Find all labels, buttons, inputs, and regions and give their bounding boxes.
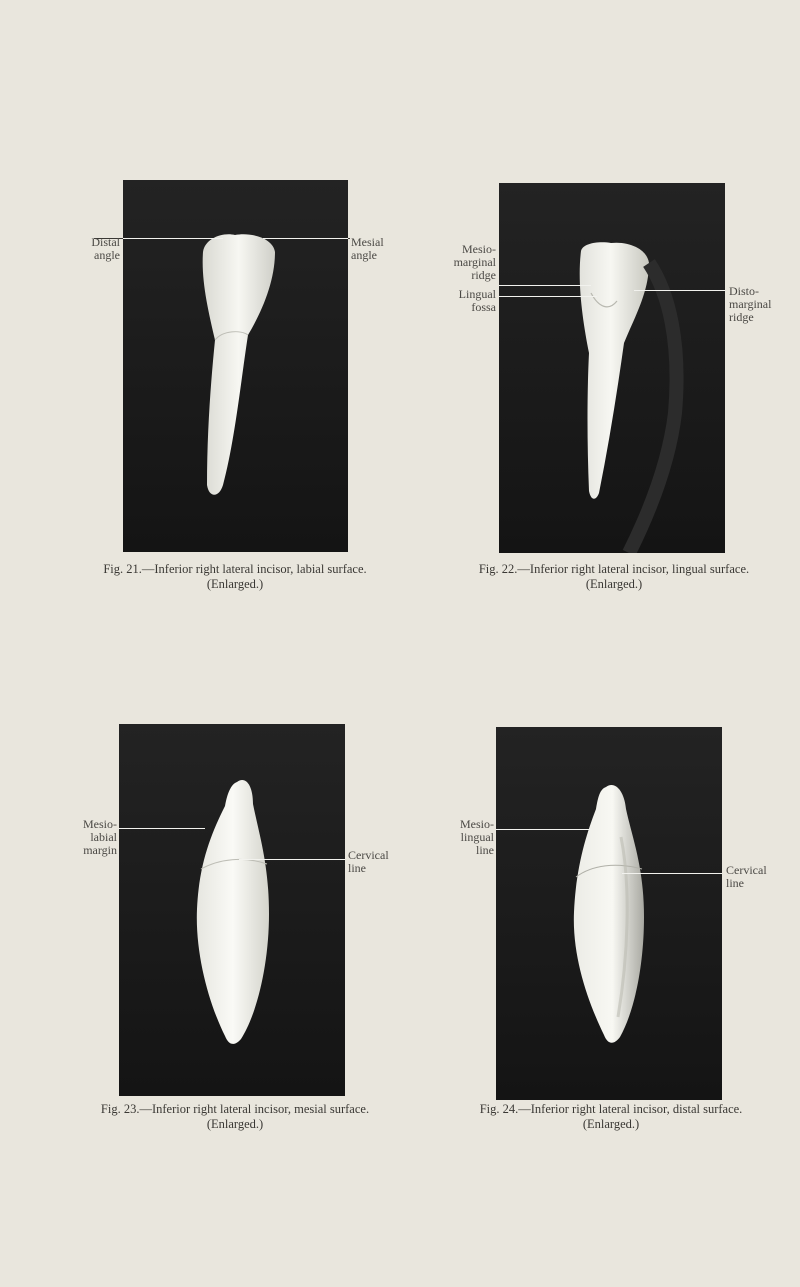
leader-line xyxy=(634,290,725,291)
fig24-photo xyxy=(496,727,722,1100)
leader-line xyxy=(348,238,350,239)
tooth-lingual-image xyxy=(499,183,725,553)
fig22-caption xyxy=(432,562,796,592)
label-disto-marginal-ridge: Disto- marginal ridge xyxy=(729,284,772,324)
label-lingual-fossa: Lingual fossa xyxy=(458,287,496,314)
leader-line xyxy=(496,829,592,830)
tooth-distal-image xyxy=(496,727,722,1100)
tooth-mesial-image xyxy=(119,724,345,1096)
label-cervical-line: Cervical line xyxy=(348,848,389,875)
leader-line xyxy=(123,238,223,239)
label-cervical-line: Cervical line xyxy=(726,863,767,890)
label-mesio-lingual-line: Mesio- lingual line xyxy=(460,817,494,857)
leader-line xyxy=(239,859,345,860)
fig21-caption xyxy=(60,562,410,592)
caption-note: (Enlarged.) xyxy=(206,577,264,591)
label-mesio-labial-margin: Mesio- labial margin xyxy=(83,817,117,857)
fig23-caption xyxy=(50,1102,420,1132)
caption-text: Fig. 21.—Inferior right lateral incisor, labial surface. xyxy=(103,562,367,576)
label-distal-angle: Distal angle xyxy=(91,235,120,262)
fig24-caption xyxy=(428,1102,794,1132)
leader-line xyxy=(499,285,591,286)
leader-line xyxy=(119,828,205,829)
fig21-photo xyxy=(123,180,348,552)
label-mesio-marginal-ridge: Mesio- marginal ridge xyxy=(453,242,496,282)
caption-text: Fig. 24.—Inferior right lateral incisor, distal surface. xyxy=(479,1102,743,1116)
caption-text: Fig. 22.—Inferior right lateral incisor, lingual surface. xyxy=(478,562,750,576)
caption-text: Fig. 23.—Inferior right lateral incisor, mesial surface. xyxy=(100,1102,370,1116)
label-mesial-angle: Mesial angle xyxy=(351,235,384,262)
tooth-labial-image xyxy=(123,180,348,552)
caption-note: (Enlarged.) xyxy=(206,1117,264,1131)
leader-line xyxy=(499,296,597,297)
caption-note: (Enlarged.) xyxy=(582,1117,640,1131)
caption-note: (Enlarged.) xyxy=(585,577,643,591)
leader-line xyxy=(263,238,348,239)
leader-line xyxy=(622,873,722,874)
fig22-photo xyxy=(499,183,725,553)
fig23-photo xyxy=(119,724,345,1096)
